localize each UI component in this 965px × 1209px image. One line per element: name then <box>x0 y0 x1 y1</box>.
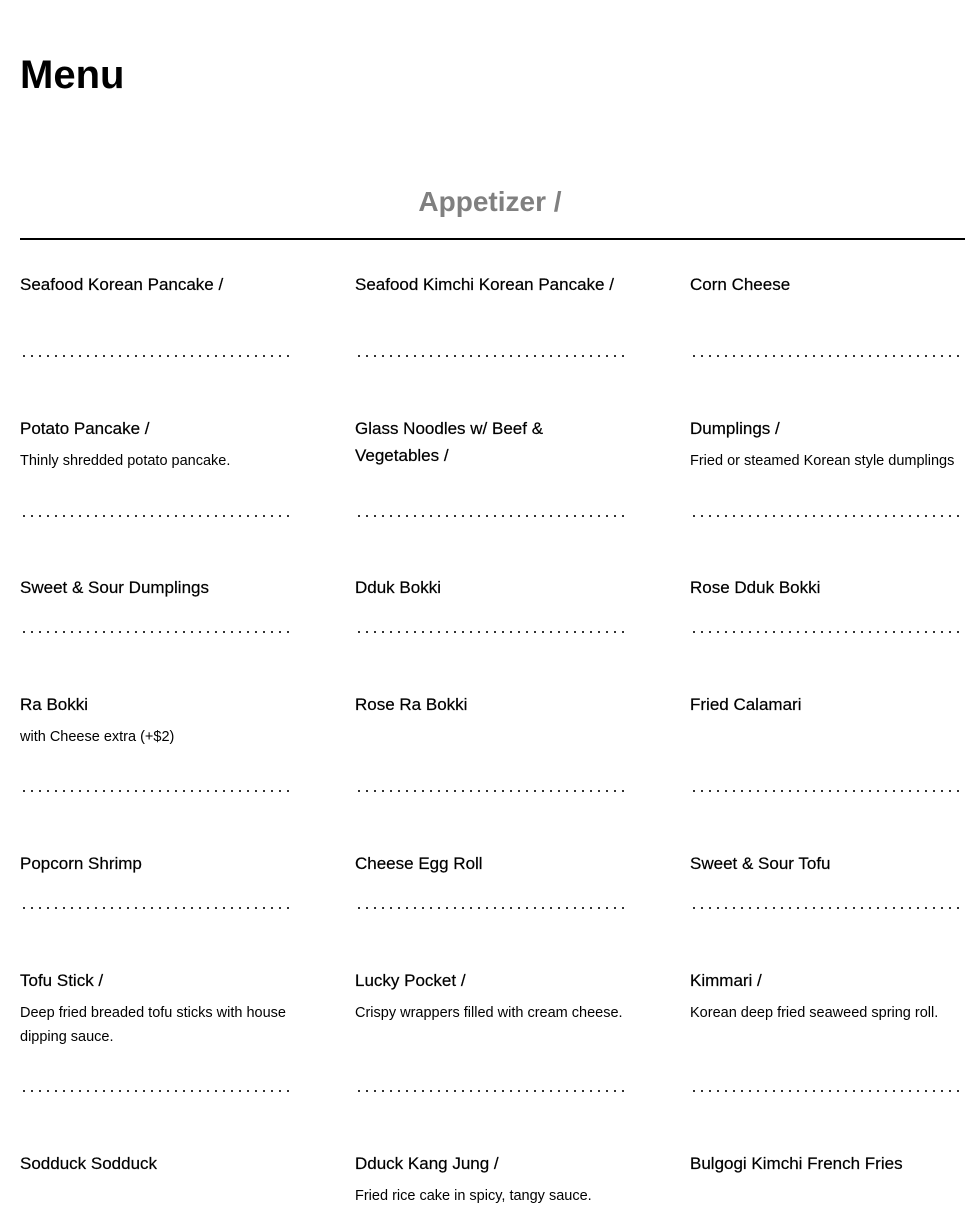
price-leader <box>690 906 965 910</box>
menu-item-name: Corn Cheese <box>690 275 791 294</box>
price-leader <box>355 354 627 358</box>
price-leader <box>690 1089 965 1093</box>
menu-item-description: Fried rice cake in spicy, tangy sauce. <box>355 1188 592 1204</box>
menu-item-description: Crispy wrappers filled with cream cheese. <box>355 1005 623 1021</box>
menu-item-name: Rose Ra Bokki <box>355 695 468 714</box>
price-leader <box>690 354 965 358</box>
price-leader <box>20 1089 292 1093</box>
menu-item <box>355 271 625 298</box>
menu-item-name: Seafood Korean Pancake / <box>20 275 224 294</box>
menu-item <box>20 691 290 749</box>
menu-item-description: Deep fried breaded tofu sticks with house dipping sauce. <box>20 1005 286 1045</box>
menu-item-description: Fried or steamed Korean style dumplings <box>690 453 955 469</box>
menu-item-name: Dumplings / <box>690 419 780 438</box>
menu-item-name: Dduck Kang Jung / <box>355 1154 499 1173</box>
menu-item <box>690 271 965 298</box>
price-leader <box>690 514 965 518</box>
price-leader <box>355 514 627 518</box>
menu-item-name: Glass Noodles w/ Beef & Vegetables / <box>355 419 544 465</box>
section-title-appetizer: Appetizer / <box>418 186 562 217</box>
price-leader <box>355 906 627 910</box>
price-leader <box>20 354 292 358</box>
price-leader <box>20 514 292 518</box>
menu-item-name: Potato Pancake / <box>20 419 150 438</box>
menu-item <box>20 1150 290 1177</box>
menu-item <box>690 967 965 1025</box>
menu-item-name: Dduk Bokki <box>355 578 441 597</box>
menu-item <box>355 1150 625 1208</box>
menu-item-name: Seafood Kimchi Korean Pancake / <box>355 275 614 294</box>
menu-item <box>20 850 290 877</box>
price-leader <box>20 906 292 910</box>
menu-item-name: Tofu Stick / <box>20 971 104 990</box>
menu-item-name: Ra Bokki <box>20 695 89 714</box>
page-title: Menu <box>20 53 125 97</box>
menu-item <box>20 967 290 1049</box>
menu-item <box>355 574 625 601</box>
menu-item-description: Korean deep fried seaweed spring roll. <box>690 1005 939 1021</box>
menu-item <box>690 1150 965 1177</box>
menu-item-name: Lucky Pocket / <box>355 971 466 990</box>
menu-item-name: Sweet & Sour Dumplings <box>20 578 209 597</box>
menu-item-name: Sodduck Sodduck <box>20 1154 158 1173</box>
menu-item-description: Thinly shredded potato pancake. <box>20 453 231 469</box>
menu-item <box>355 967 625 1025</box>
price-leader <box>355 630 627 634</box>
menu-item <box>355 415 625 469</box>
price-leader <box>690 789 965 793</box>
menu-item <box>20 271 290 298</box>
menu-item <box>355 691 625 718</box>
menu-item-name: Sweet & Sour Tofu <box>690 854 831 873</box>
menu-item-name: Fried Calamari <box>690 695 802 714</box>
price-leader <box>690 630 965 634</box>
menu-item <box>20 574 290 601</box>
price-leader <box>20 789 292 793</box>
menu-item-name: Popcorn Shrimp <box>20 854 142 873</box>
menu-item <box>690 415 965 473</box>
menu-item <box>20 415 290 473</box>
menu-item-name: Bulgogi Kimchi French Fries <box>690 1154 903 1173</box>
price-leader <box>355 789 627 793</box>
menu-item-name: Kimmari / <box>690 971 762 990</box>
menu-item <box>690 574 965 601</box>
menu-item <box>690 850 965 877</box>
menu-item-name: Cheese Egg Roll <box>355 854 483 873</box>
menu-item <box>690 691 965 718</box>
menu-item-description: with Cheese extra (+$2) <box>20 729 175 745</box>
section-divider <box>20 238 965 240</box>
menu-item-name: Rose Dduk Bokki <box>690 578 821 597</box>
price-leader <box>20 630 292 634</box>
menu-item <box>355 850 625 877</box>
price-leader <box>355 1089 627 1093</box>
